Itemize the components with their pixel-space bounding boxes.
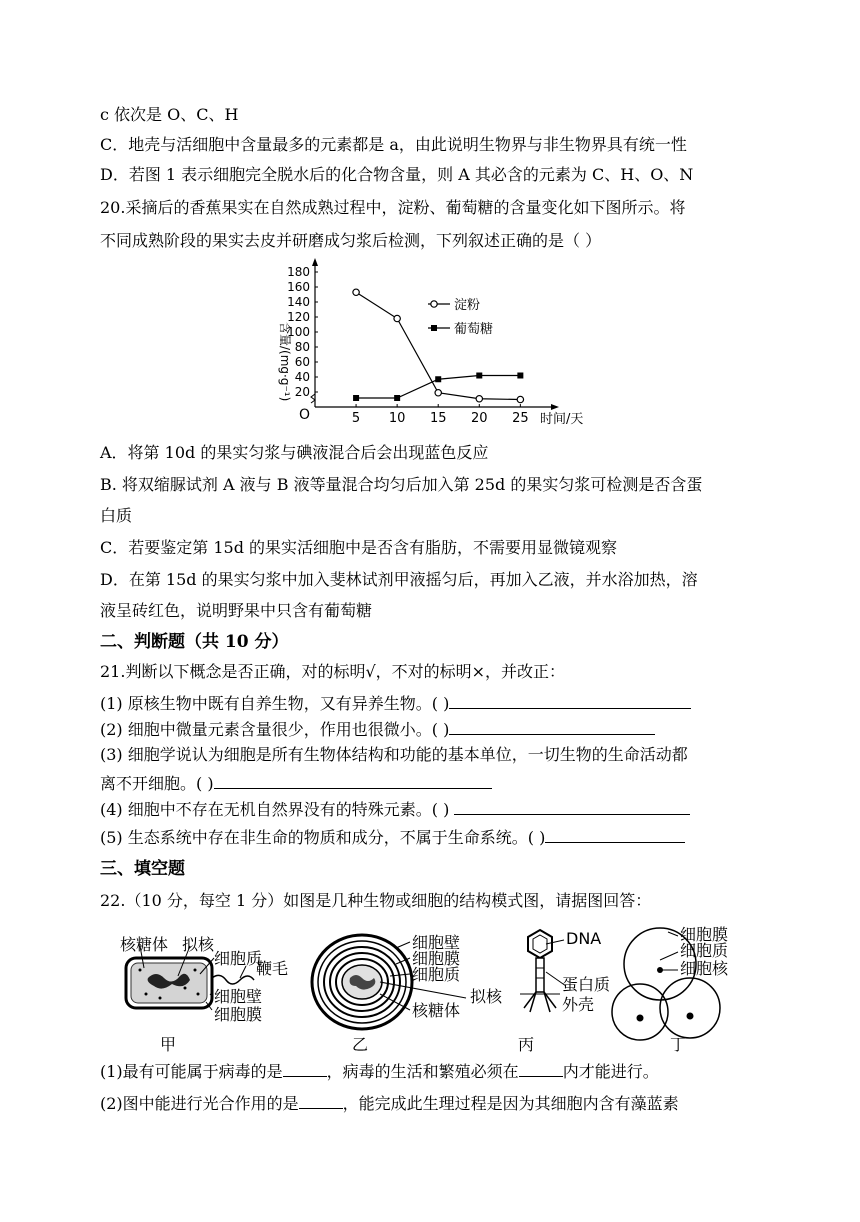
x-tick-label: 15 [429,411,447,426]
bing-label-protein: 蛋白质 [562,975,611,994]
bing-tail [536,958,544,992]
y-tick-label: 180 [287,265,310,279]
chart-legend [428,297,493,337]
q20-option-d-2: 液呈砖红色，说明野果中只含有葡萄糖 [100,601,373,620]
q22-sub-1-b: ，病毒的生活和繁殖必须在 [326,1062,519,1081]
figure-yi [312,933,503,1054]
legend-marker [431,301,437,307]
structure-figure [100,918,760,1058]
figure-ding [612,925,729,1054]
bing-label-dna: DNA [566,929,602,948]
bing-caption: 丙 [518,1035,535,1054]
ding-label-nucleus: 细胞核 [680,959,729,978]
q21-item-3-line-2 [100,772,492,795]
q21-item-3-blank[interactable] [214,772,492,789]
legend-label: 葡萄糖 [454,322,494,337]
glucose-point [476,373,482,379]
chart-axes [278,258,583,427]
y-axis-label: 含量/(mg·g⁻¹) [278,322,292,402]
x-axis-label: 时间/天 [540,412,584,427]
y-tick-label: 140 [287,295,310,309]
jia-label-ribosome: 核糖体 [120,935,169,954]
bing-label-shell: 外壳 [562,995,595,1014]
q20-option-c: C．若要鉴定第 15d 的果实活细胞中是否含有脂肪，不需要用显微镜观察 [100,538,618,557]
q22-sub-1-a: (1)最有可能属于病毒的是 [100,1062,283,1081]
glucose-point [353,395,359,401]
yi-label-cytoplasm: 细胞质 [412,965,461,984]
ding-caption: 丁 [670,1035,687,1054]
starch-point [353,289,359,295]
q22-sub-1 [100,1060,659,1083]
x-axis-arrow [551,404,559,410]
q22-sub-2-blank-1[interactable] [299,1092,343,1109]
chart-series [353,289,524,403]
y-tick-label: 120 [287,310,310,324]
yi-caption: 乙 [352,1035,369,1054]
section-2-title: 二、判断题（共 10 分） [100,632,289,652]
q22-sub-1-blank-1[interactable] [283,1060,327,1077]
q20-option-d-1: D．在第 15d 的果实匀浆中加入斐林试剂甲液摇匀后，再加入乙液，并水浴加热，溶 [100,570,698,589]
q22-sub-2 [100,1092,679,1115]
bing-head [528,930,552,958]
glucose-point [394,395,400,401]
q21-item-1-text: (1) 原核生物中既有自养生物，又有异养生物。( ) [100,694,450,713]
yi-label-cell-wall: 细胞壁 [412,933,461,952]
jia-label-nucleoid: 拟核 [182,935,215,954]
starch-point [517,396,523,402]
x-tick-label: 20 [471,411,488,426]
ding-label-cytoplasm: 细胞质 [680,941,729,960]
q19-option-c: C．地壳与活细胞中含量最多的元素都是 a，由此说明生物界与非生物界具有统一性 [100,135,687,154]
origin-label: O [299,407,311,423]
legend-marker [431,325,437,331]
q21-item-1-blank[interactable] [449,692,691,709]
jia-caption: 甲 [160,1035,177,1054]
q21-item-4-text: (4) 细胞中不存在无机自然界没有的特殊元素。( ) [100,800,455,819]
q21-item-5 [100,826,685,849]
q22-sub-2-a: (2)图中能进行光合作用的是 [100,1094,299,1113]
x-tick-label: 25 [512,411,529,426]
q19-line: c 依次是 O、C、H [100,105,239,124]
q22-sub-1-c: 内才能进行。 [562,1062,659,1081]
q20-option-b-1: B. 将双缩脲试剂 A 液与 B 液等量混合均匀后加入第 25d 的果实匀浆可检测是否含蛋 [100,475,703,494]
q20-stem-1: 20.采摘后的香蕉果实在自然成熟过程中，淀粉、葡萄糖的含量变化如下图所示。将 [100,198,686,217]
q20-option-b-2: 白质 [100,506,133,525]
series-line [356,292,520,399]
jia-flagellum [212,975,254,984]
glucose-point [517,373,523,379]
jia-label-cell-wall: 细胞壁 [214,987,263,1006]
yi-label-nucleoid: 拟核 [470,987,503,1006]
q19-option-d: D．若图 1 表示细胞完全脱水后的化合物含量，则 A 其必含的元素为 C、H、O、N [100,165,694,184]
yi-label-cell-membrane: 细胞膜 [412,949,461,968]
jia-label-cell-membrane: 细胞膜 [214,1005,263,1024]
q20-option-a: A．将第 10d 的果实匀浆与碘液混合后会出现蓝色反应 [100,443,489,462]
starch-glucose-chart [260,262,584,430]
jia-label-flagellum: 鞭毛 [256,959,289,978]
starch-point [476,396,482,402]
glucose-point [435,376,441,382]
q21-item-5-text: (5) 生态系统中存在非生命的物质和成分，不属于生命系统。( ) [100,828,546,847]
legend-label: 淀粉 [454,298,481,313]
y-axis-break [311,394,315,403]
x-tick-label: 10 [388,411,406,426]
starch-point [394,315,400,321]
q21-item-4 [100,798,690,821]
y-tick-label: 40 [294,370,310,384]
y-axis-arrow [312,258,318,266]
y-tick-label: 60 [294,355,310,369]
x-tick-label: 5 [351,411,361,426]
q22-sub-1-blank-2[interactable] [519,1060,563,1077]
section-3-title: 三、填空题 [100,859,185,879]
q22-stem: 22.（10 分，每空 1 分）如图是几种生物或细胞的结构模式图，请据图回答： [100,891,652,910]
q21-stem: 21.判断以下概念是否正确，对的标明√，不对的标明×，并改正： [100,662,566,681]
y-tick-label: 80 [294,340,310,354]
q21-item-3-line-1: (3) 细胞学说认为细胞是所有生物体结构和功能的基本单位，一切生物的生命活动都 [100,745,688,764]
y-tick-label: 20 [294,385,310,399]
y-tick-label: 100 [287,325,310,339]
q21-item-2 [100,718,655,741]
q22-sub-2-b: ，能完成此生理过程是因为其细胞内含有藻蓝素 [342,1094,679,1113]
q21-item-2-blank[interactable] [449,718,655,735]
figure-bing [518,929,610,1054]
figure-jia [120,935,288,1054]
q20-stem-2: 不同成熟阶段的果实去皮并研磨成匀浆后检测，下列叙述正确的是（ ） [100,231,602,250]
ding-label-cell-membrane: 细胞膜 [680,925,729,944]
q21-item-2-text: (2) 细胞中微量元素含量很少，作用也很微小。( ) [100,720,450,739]
yi-label-ribosome: 核糖体 [412,1001,461,1020]
q21-item-1 [100,692,691,715]
starch-point [435,390,441,396]
y-tick-label: 160 [287,280,310,294]
q21-item-3-text: 离不开细胞。( ) [100,774,214,793]
q21-item-5-blank[interactable] [545,826,685,843]
q21-item-4-blank[interactable] [454,798,690,815]
jia-label-cytoplasm: 细胞质 [214,949,263,968]
